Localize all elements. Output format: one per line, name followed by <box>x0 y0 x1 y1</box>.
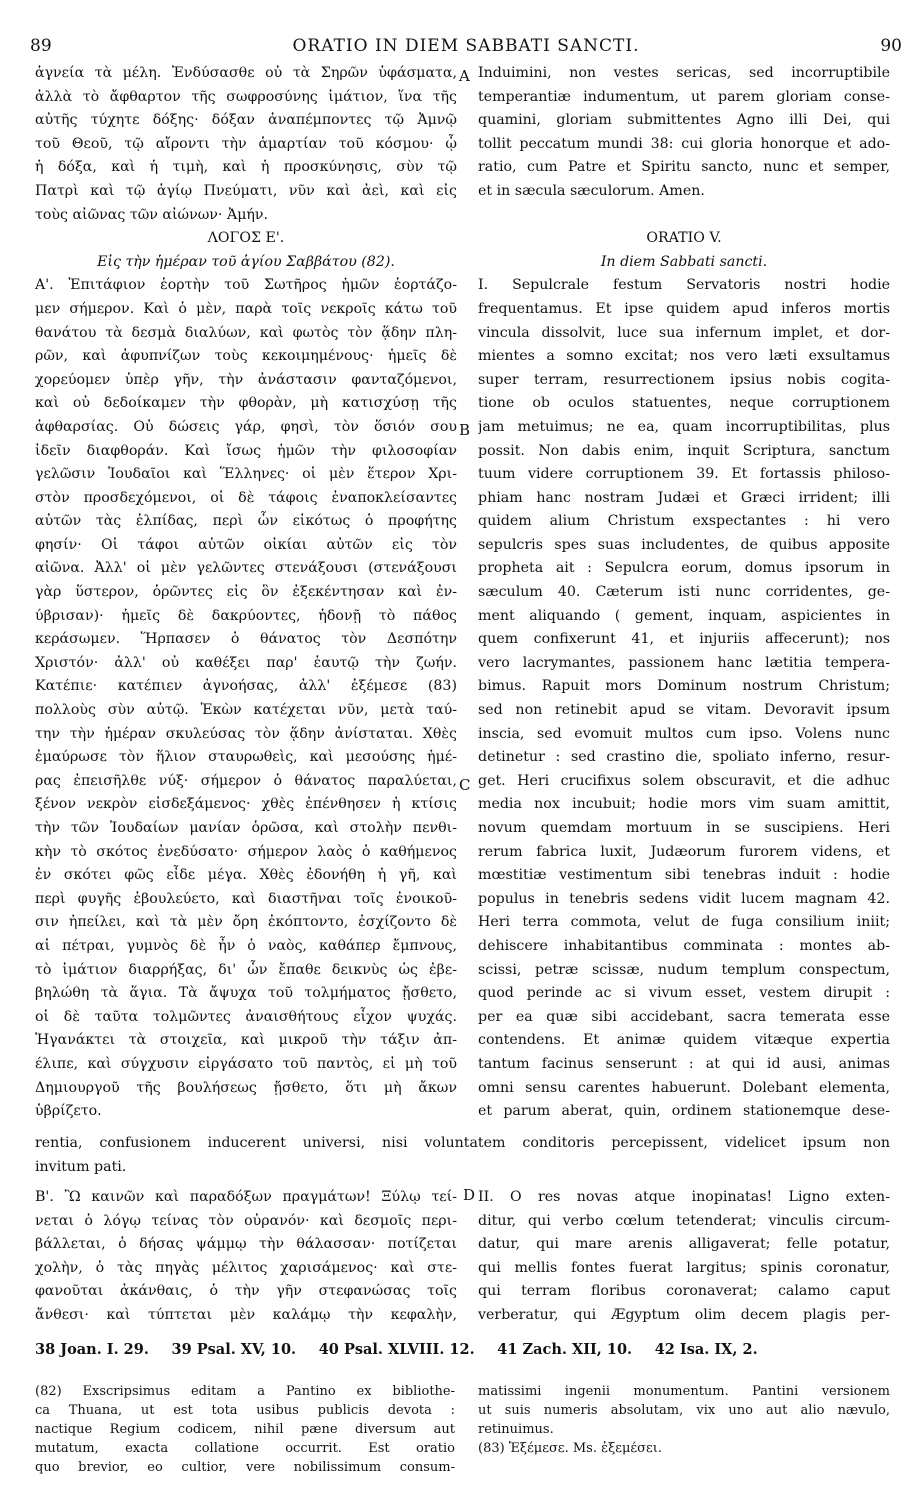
text-line: ὑβρίζετο. <box>35 1103 102 1120</box>
latin-column <box>478 62 890 1124</box>
latin-top-paragraph <box>478 62 890 204</box>
text-line: sæculum 40. Cæterum isti nunc corridentes, ge- <box>478 584 890 601</box>
text-line: temperantiæ indumentum, ut parem gloriam conse- <box>478 88 890 105</box>
text-line: rentia, confusionem inducerent universi, nisi voluntatem conditoris percepissent, videlicet ipsum non <box>35 1135 890 1151</box>
text-line: qui mellis fontes fuerat largitus; spinis coronatur, <box>478 1259 890 1276</box>
text-line: στὸν προσδεχόμενοι, οἱ δὲ τάφοις ἐναποκλείσαντες <box>35 489 457 506</box>
footnote-left <box>35 1382 455 1477</box>
greek-subheading: Εἰς τὴν ἡμέραν τοῦ ἁγίου Σαββάτου (82). <box>97 253 395 270</box>
text-line: Δημιουργοῦ τῆς βουλήσεως ᾔσθετο, ὅτι μὴ ἄκων <box>35 1079 457 1096</box>
text-line: et in sæcula sæculorum. Amen. <box>478 182 705 199</box>
greek-body <box>35 274 457 1123</box>
reference-note: 40 Psal. XLVIII. 12. <box>318 1341 475 1358</box>
text-line: detinetur : sed crastino die, spoliato inferno, resur- <box>478 749 890 766</box>
text-line: scissi, petræ scissæ, nudum templum conspectum, <box>478 961 890 978</box>
reference-note: 39 Psal. XV, 10. <box>171 1341 297 1358</box>
running-header <box>30 36 902 60</box>
greek-section-two <box>35 1186 457 1328</box>
footnote-right <box>478 1382 890 1458</box>
text-line: Β'. Ὢ καινῶν καὶ παραδόξων πραγμάτων! Ξύλῳ τεί- <box>35 1189 457 1205</box>
text-line: ρας ἐπεισῆλθε νύξ· σήμερον ὁ θάνατος παραλύεται, <box>35 772 457 789</box>
text-line: tantum facinus senserunt : at qui id ausi, animas <box>478 1055 890 1072</box>
text-line: novum quemdam mortuum in se suscipiens. Heri <box>478 820 890 836</box>
text-line: quidem alium Christum exspectantes : hi vero <box>478 513 890 530</box>
text-line: contendens. Et animæ quidem vitæque expertia <box>478 1032 890 1049</box>
text-line: φησίν· Οἱ τάφοι αὐτῶν οἰκίαι αὐτῶν εἰς τὸν <box>35 536 457 553</box>
text-line: καὶ οὐ δεδοίκαμεν τὴν φθορὰν, μὴ κατισχύσῃ τῆς <box>35 395 457 412</box>
text-line: possit. Non dabis enim, inquit Scriptura, sanctum <box>478 442 890 459</box>
text-line: τὴν τῶν Ἰουδαίων μανίαν ὁρῶσα, καὶ στολὴν πενθι- <box>35 820 457 836</box>
text-line: ἐν σκότει φῶς εἶδε μέγα. Χθὲς ἐδονήθη ἡ γῆ, καὶ <box>35 867 457 884</box>
text-line: media nox incubuit; hodie mors vim suam amittit, <box>478 796 890 813</box>
text-line: τοῦ Θεοῦ, τῷ αἴροντι τὴν ἁμαρτίαν τοῦ κόσμου· ᾧ <box>35 135 457 152</box>
reference-note: 41 Zach. XII, 10. <box>497 1341 633 1358</box>
latin-full-width-continuation <box>35 1132 890 1179</box>
latin-section-two <box>478 1186 890 1328</box>
text-line: rerum fabrica luxit, Judæorum furorem videns, et <box>478 843 890 860</box>
text-line: κὴν τὸ σκότος ἐνεδύσατο· σήμερον λαὸς ὁ καθήμενος <box>35 843 457 860</box>
text-line: χορεύομεν ὑπὲρ γῆν, τὴν ἀνάστασιν φανταζόμενοι, <box>35 371 457 388</box>
text-line: αὐτῆς τύχητε δόξης· δόξαν ἀναπέμποντες τῷ Ἀμνῷ <box>35 112 457 129</box>
text-line: I. Sepulcrale festum Servatoris nostri hodie <box>478 277 890 294</box>
text-line: super terram, resurrectionem ipsius nobis cogita- <box>478 371 890 388</box>
latin-subheading: In diem Sabbati sancti. <box>600 253 768 270</box>
text-line: κεράσωμεν. Ἥρπασεν ὁ θάνατος τὸν Δεσπότην <box>35 631 457 648</box>
text-line: ρῶν, καὶ ἀφυπνίζων τοὺς κεκοιμημένους· ἡμεῖς δὲ <box>35 348 457 365</box>
text-line: omni sensu carentes habuerunt. Dolebant elementa, <box>478 1079 890 1096</box>
text-line: ratio, cum Patre et Spiritu sancto, nunc et semper, <box>478 159 890 176</box>
text-line: ment aliquando ( gement, inquam, aspicientes in <box>478 607 890 624</box>
text-line: μεν σήμερον. Καὶ ὁ μὲν, παρὰ τοῖς νεκροῖς κάτω τοῦ <box>35 300 457 317</box>
text-line: dehiscere inhabitantibus comminata : montes ab- <box>478 937 890 954</box>
latin-heading: ORATIO V. <box>646 230 722 247</box>
text-line: Α'. Ἐπιτάφιον ἑορτὴν τοῦ Σωτῆρος ἡμῶν ἑορτάζο- <box>35 277 457 294</box>
text-line: φανοῦται ἀκάνθαις, ὁ τὴν γῆν στεφανώσας τοῖς <box>35 1283 457 1300</box>
text-line: ἰδεῖν διαφθοράν. Καὶ ἴσως ἡμῶν τὴν φιλοσοφίαν <box>35 442 457 459</box>
text-line: σιν ἠπείλει, καὶ τὰ μὲν ὄρη ἐκόπτοντο, ἐσχίζοντο δὲ <box>35 914 457 931</box>
text-line: tollit peccatum mundi 38: cui gloria honorque et ado- <box>478 135 890 152</box>
text-line: quamini, gloriam submittentes Agno illi Dei, qui <box>478 112 890 129</box>
page-number-left: 89 <box>30 36 52 56</box>
text-line: invitum pati. <box>35 1158 127 1175</box>
text-line: τὸ ἱμάτιον διαρρήξας, δι' ὧν ἔπαθε δεικνὺς ὡς ἐβε- <box>35 961 457 978</box>
footnote-line: quo brevior, eo cultior, vere nobilissimum consum- <box>35 1460 455 1475</box>
text-line: tione ob oculos statuentes, neque corruptionem <box>478 395 890 412</box>
text-line: ύβρισαν)· ἡμεῖς δὲ δακρύοντες, ἡδονῇ τὸ πάθος <box>35 607 457 624</box>
footnote-line: ut suis numeris absolutam, vix uno aut alio nævulo, <box>478 1403 890 1418</box>
text-line: αἰῶνα. Ἀλλ' οἱ μὲν γελῶντες στενάξουσι (στενάξουσι <box>35 560 457 577</box>
text-line: τοὺς αἰῶνας τῶν αἰώνων· Ἀμήν. <box>35 206 269 223</box>
text-line: populus in tenebris sedens vidit lucem magnam 42. <box>478 890 890 907</box>
text-line: II. O res novas atque inopinatas! Ligno exten- <box>478 1189 890 1205</box>
text-line: bimus. Rapuit mors Dominum nostrum Christum; <box>478 678 890 695</box>
text-line: propheta ait : Sepulcra eorum, domus ipsorum in <box>478 560 890 577</box>
text-line: inscia, sed evomuit multos cum ipso. Volens nunc <box>478 725 890 742</box>
text-line: Χριστόν· ἀλλ' οὐ καθέξει παρ' ἑαυτῷ τὴν ζωήν. <box>35 654 457 671</box>
text-line: ξένον νεκρὸν εἰσδεξάμενος· χθὲς ἐπένθησεν ἡ κτίσις <box>35 796 457 813</box>
text-line: Κατέπιε· κατέπιεν ἀγνοήσας, ἀλλ' ἐξέμεσε (83) <box>35 678 457 695</box>
footnote-line: (83) Ἐξέμεσε. Ms. ἐξεμέσει. <box>478 1441 662 1456</box>
text-line: get. Heri crucifixus solem obscuravit, et die adhuc <box>478 772 890 789</box>
text-line: sed non retinebit apud se vitam. Devoravit ipsum <box>478 702 890 719</box>
scripture-references <box>35 1341 890 1358</box>
text-line: ditur, qui verbo cœlum tetenderat; vinculis circum- <box>478 1212 890 1229</box>
text-line: γὰρ ὕστερον, ὁρῶντες εἰς ὃν ἐξεκέντησαν καὶ ἐν- <box>35 584 457 601</box>
text-line: ἀλλὰ τὸ ἄφθαρτον τῆς σωφροσύνης ἱμάτιον, ἵνα τῆς <box>35 88 457 105</box>
text-line: περὶ φυγῆς ἐβουλεύετο, καὶ διαστῆναι τοῖς ἐνοικοῦ- <box>35 890 457 907</box>
text-line: χολὴν, ὁ τὰς πηγὰς μέλιτος χαρισάμενος· καὶ στε- <box>35 1259 457 1276</box>
text-line: frequentamus. Et ipse quidem apud inferos mortis <box>478 300 890 317</box>
text-line: mœstitiæ vestimentum sibi tenebras induit : hodie <box>478 867 890 884</box>
text-line: vincula dissolvit, luce sua infernum implet, et dor- <box>478 324 890 341</box>
text-line: έλιπε, καὶ σύγχυσιν εἰργάσατο τοῦ παντὸς, εἰ μὴ τοῦ <box>35 1055 457 1072</box>
reference-note: 42 Isa. IX, 2. <box>654 1341 758 1358</box>
text-line: phiam hanc nostram Judæi et Græci irrident; illi <box>478 489 890 506</box>
text-line: ἄνθεσι· καὶ τύπτεται μὲν καλάμῳ τὴν κεφαλὴν, <box>35 1306 457 1323</box>
footnote-line: nactique Regium codicem, nihil pæne diversum aut <box>35 1422 455 1437</box>
text-line: ἀφθαρσίας. Οὐ δώσεις γάρ, φησὶ, τὸν ὅσιόν σου <box>35 418 457 435</box>
margin-marker-d: D <box>463 1186 476 1204</box>
text-line: sepulcris spes suas includentes, de quibus apposite <box>478 536 890 553</box>
text-line: Πατρὶ καὶ τῷ ἁγίῳ Πνεύματι, νῦν καὶ ἀεὶ, καὶ εἰς <box>35 182 457 199</box>
text-line: verberatur, qui Ægyptum olim decem plagis per- <box>478 1306 890 1323</box>
text-line: datur, qui mare arenis alligaverat; felle potatur, <box>478 1236 890 1253</box>
text-line: ἐμαύρωσε τὸν ἥλιον σταυρωθεὶς, καὶ μεσούσης ἡμέ- <box>35 749 457 766</box>
greek-top-paragraph <box>35 62 457 227</box>
text-line: αὐτῶν τὰς ἐλπίδας, περὶ ὧν εἰκότως ὁ προφήτης <box>35 513 457 530</box>
footnote-line: ca Thuana, ut est tota usibus publicis devota : <box>35 1403 455 1418</box>
page-number-right: 90 <box>880 36 902 56</box>
text-line: ἁγνεία τὰ μέλη. Ἐνδύσασθε οὐ τὰ Σηρῶν ὑφάσματα, <box>35 65 457 81</box>
text-line: οἱ δὲ ταῦτα τολμῶντες ἀναισθήτους εἶχον ψυχάς. <box>35 1008 457 1025</box>
text-line: jam metuimus; ne ea, quam incorruptibilitas, plus <box>478 418 890 435</box>
text-line: vero lacrymantes, passionem hanc lætitia tempera- <box>478 654 890 671</box>
text-line: αἱ πέτραι, γυμνὸς δὲ ἦν ὁ ναὸς, καθάπερ ἔμπνους, <box>35 937 457 954</box>
text-line: Ἠγανάκτει τὰ στοιχεῖα, καὶ μικροῦ τὴν τάξιν ἀπ- <box>35 1032 457 1049</box>
margin-marker-c: C <box>459 776 471 794</box>
reference-note: 38 Joan. I. 29. <box>35 1341 149 1358</box>
latin-body <box>478 274 890 1123</box>
greek-column <box>35 62 457 1124</box>
footnote-line: retinuimus. <box>478 1422 554 1437</box>
text-line: ἡ δόξα, καὶ ἡ τιμὴ, καὶ ἡ προσκύνησις, σὺν τῷ <box>35 159 457 176</box>
text-line: tuum videre corruptionem 39. Et fortassis philoso- <box>478 466 890 483</box>
text-line: βάλλεται, ὁ δήσας ψάμμῳ τὴν θάλασσαν· ποτίζεται <box>35 1236 457 1253</box>
text-line: την τὴν ἡμέραν σκυλεύσας τὸν ᾅδην ἀνίσταται. Χθὲς <box>35 725 457 742</box>
footnote-line: matissimi ingenii monumentum. Pantini versionem <box>478 1384 890 1399</box>
text-line: quod perinde ac si vivum esset, vestem dirupit : <box>478 985 890 1002</box>
running-title: ORATIO IN DIEM SABBATI SANCTI. <box>292 36 640 56</box>
greek-heading: ΛΟΓΟΣ Ε'. <box>207 230 285 247</box>
spacer <box>478 204 890 228</box>
footnote-line: mutatum, exacta collatione occurrit. Est oratio <box>35 1441 455 1456</box>
text-line: νεται ὁ λόγῳ τείνας τὸν οὐρανόν· καὶ δεσμοῖς περι- <box>35 1212 457 1229</box>
text-line: θανάτου τὰ δεσμὰ διαλύων, καὶ φωτὸς τὸν ᾅδην πλη- <box>35 324 457 341</box>
margin-marker-b: B <box>459 421 471 439</box>
margin-marker-a: A <box>459 67 470 85</box>
footnote-line: (82) Exscripsimus editam a Pantino ex bibliothe- <box>35 1384 455 1399</box>
text-line: per ea quæ sibi accidebant, sacra temerata esse <box>478 1008 890 1025</box>
text-line: Induimini, non vestes sericas, sed incorruptibile <box>478 65 890 81</box>
text-line: quem confixerunt 41, et injuriis affecerunt); nos <box>478 631 890 648</box>
text-line: mientes a somno excitat; nos vero læti exsultamus <box>478 348 890 365</box>
text-line: βηλώθη τὰ ἅγια. Τὰ ἄψυχα τοῦ τολμήματος ᾔσθετο, <box>35 985 457 1002</box>
text-line: et parum aberat, quin, ordinem stationemque dese- <box>478 1103 890 1120</box>
text-line: Heri terra commota, velut de fuga consilium iniit; <box>478 914 890 931</box>
text-line: πολλοὺς σὺν αὐτῷ. Ἑκὼν κατέχεται νῦν, μετὰ ταύ- <box>35 702 457 719</box>
text-line: qui terram floribus coronaverat; calamo caput <box>478 1283 890 1300</box>
text-line: γελῶσιν Ἰουδαῖοι καὶ Ἕλληνες· οἱ μὲν ἕτερον Χρι- <box>35 466 457 483</box>
